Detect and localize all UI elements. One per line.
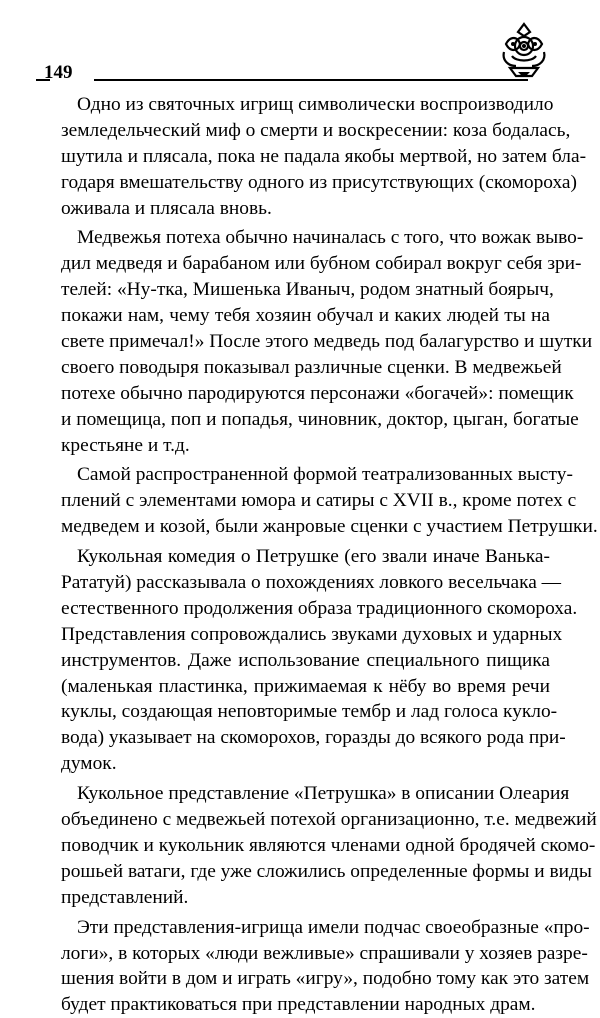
text-line: поводчик и кукольник являются членами одной бродячей скомо- [61, 834, 596, 856]
text-line: оживала и плясала вновь. [61, 197, 272, 219]
paragraph [61, 915, 590, 1018]
text-line: и помещица, поп и попадья, чиновник, доктор, цыган, богатые [61, 408, 579, 430]
text-line: покажи нам, чему тебя хозяин обучал и каких людей ты на [61, 305, 550, 327]
text-line: естественного продолжения образа традиционного скомороха. [61, 597, 578, 619]
text-line: рошьей ватаги, где уже сложились определенные формы и виды [61, 860, 592, 882]
text-line: Кукольная комедия о Петрушке (его звали иначе Ванька- [77, 546, 550, 568]
text-line: логи», в которых «люди вежливые» спрашивали у хозяев разре- [61, 942, 588, 964]
text-line: крестьяне и т.д. [61, 434, 190, 456]
text-line: вода) указывает на скоморохов, горазды до всякого рода при- [61, 727, 566, 749]
text-line: телей: «Ну-тка, Мишенька Иваныч, родом знатный боярыч, [61, 279, 554, 301]
paragraph [61, 781, 597, 910]
paragraph [61, 462, 598, 540]
text-line: Самой распространенной формой театрализованных высту- [77, 464, 573, 486]
text-line: будет практиковаться при представлении народных драм. [61, 994, 536, 1016]
text-line: шутила и плясала, пока не падала якобы мертвой, но затем бла- [61, 145, 587, 167]
page-number: 149 [44, 62, 73, 83]
text-line: медведем и козой, были жанровые сценки с участием Петрушки. [61, 516, 598, 538]
text-line: Рататуй) рассказывала о похождениях ловкого весельчака — [61, 572, 562, 594]
text-line: земледельческий миф о смерти и воскресении: коза бодалась, [61, 119, 571, 141]
text-line: объединено с медвежьей потехой организационно, т.е. медвежий [61, 809, 597, 831]
text-line: дил медведя и барабаном или бубном собирал вокруг себя зри- [61, 253, 582, 275]
text-line: представлений. [61, 886, 189, 908]
page-header [36, 62, 528, 84]
text-line: инструментов. Даже использование специального пищика [61, 649, 550, 671]
text-line: Представления сопровождались звуками духовых и ударных [61, 623, 563, 645]
decorative-knot-ornament-icon [496, 22, 552, 80]
text-line: плений с элементами юмора и сатиры с XVII в., кроме потех с [61, 490, 577, 512]
text-line: годаря вмешательству одного из присутствующих (скомороха) [61, 171, 577, 193]
text-line: думок. [61, 753, 117, 775]
text-line: потехе обычно пародируются персонажи «богачей»: помещик [61, 382, 574, 404]
text-line: свете примечал!» После этого медведь под балагурство и шутки [61, 331, 593, 353]
paragraph [61, 225, 593, 458]
text-line: шения войти в дом и играть «игру», подобно тому как это затем [61, 968, 590, 990]
paragraph [61, 544, 578, 777]
text-line: куклы, создающая неповторимые тембр и лад голоса кукло- [61, 701, 558, 723]
text-line: своего поводыря показывал различные сценки. В медвежьей [61, 356, 562, 378]
text-line: Медвежья потеха обычно начиналась с того, что вожак выво- [77, 227, 584, 249]
header-rule-right [94, 79, 528, 81]
paragraph [61, 92, 587, 221]
text-line: Кукольное представление «Петрушка» в описании Олеария [77, 783, 570, 805]
body-text [61, 92, 598, 1018]
text-line: Эти представления-игрища имели подчас своеобразные «про- [77, 916, 590, 938]
text-line: Одно из святочных игрищ символически воспроизводило [77, 94, 554, 115]
text-line: (маленькая пластинка, прижимаемая к нёбу во время речи [61, 675, 550, 697]
